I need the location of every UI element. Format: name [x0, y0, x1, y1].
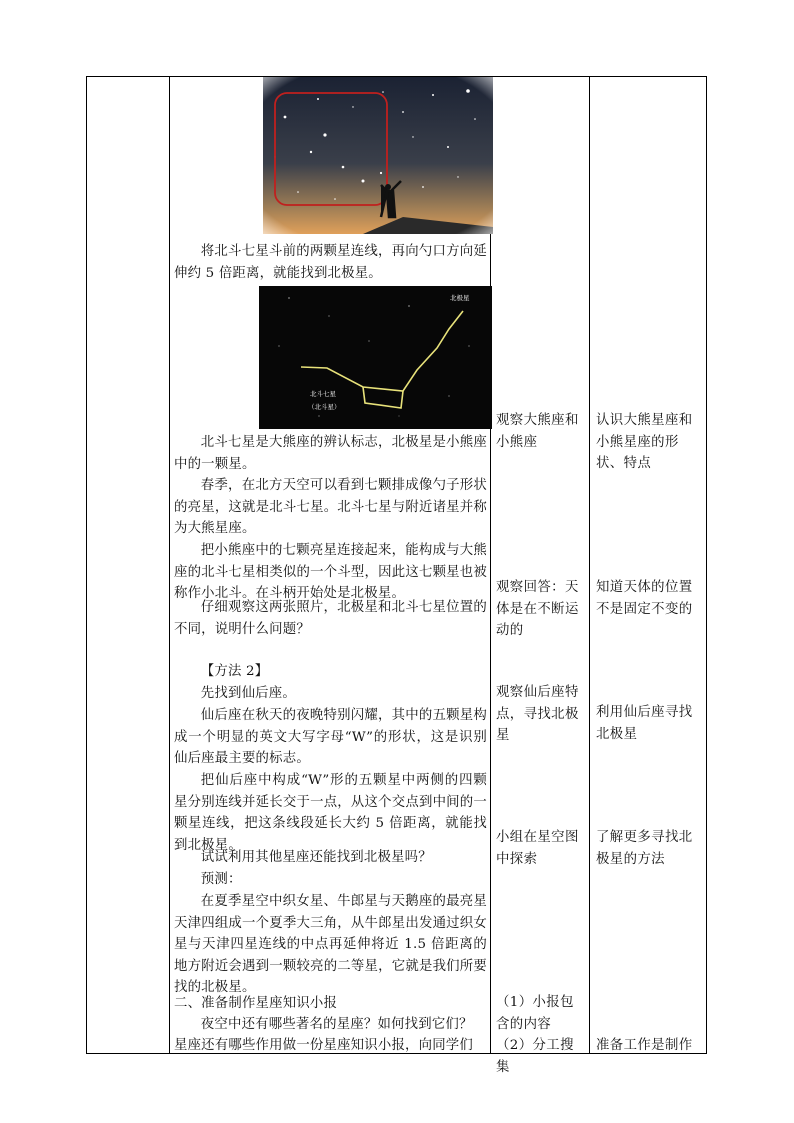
big-dipper-label: 北斗七星 — [310, 390, 336, 398]
lesson-table — [86, 76, 707, 1075]
intent-text: 利用仙后座寻找北极星 — [596, 705, 693, 742]
student-activity-column — [492, 77, 587, 1075]
section-heading: 二、准备制作星座知识小报 — [174, 996, 338, 1011]
activity-text: 小组在星空图中探索 — [496, 830, 579, 867]
paragraph: 夜空中还有哪些著名的星座？如何找到它们？ — [200, 1017, 473, 1032]
intent-text: 了解更多寻找北极星的方法 — [596, 830, 693, 867]
design-intent-column — [592, 77, 706, 1053]
paragraph: 春季，在北方天空可以看到七颗排成像勺子形状的亮星，这就是北斗七星。北斗七星与附近诸星并称为大熊星座。 — [174, 478, 487, 537]
paragraph: 在夏季星空中织女星、牛郎星与天鹅座的最亮星天津四组成一个夏季大三角，从牛郎星出发通过织女星与天津四星连线的中点再延伸将近 1.5 倍距离的地方附近会遇到一颗较亮的二等星，它就是我们所要找的北极星。 — [174, 894, 487, 996]
paragraph: 星座还有哪些作用做一份星座知识小报，向同学们 — [174, 1038, 473, 1053]
paragraph: 试试利用其他星座还能找到北极星吗？ — [200, 850, 432, 865]
column-divider — [589, 77, 590, 1053]
paragraph: 预测： — [200, 872, 242, 887]
method-heading: 【方法 2】 — [200, 664, 269, 679]
activity-text: （1）小报包含的内容 — [496, 995, 574, 1032]
paragraph: 仔细观察这两张照片，北极星和北斗七星位置的不同，说明什么问题？ — [174, 600, 487, 637]
paragraph: 先找到仙后座。 — [200, 686, 296, 701]
paragraph: 仙后座在秋天的夜晚特别闪耀，其中的五颗星构成一个明显的英文大写字母“W”的形状，这是识别仙后座最主要的标志。 — [174, 708, 487, 767]
teaching-content-column — [170, 77, 489, 1053]
intent-text: 知道天体的位置不是固定不变的 — [596, 580, 693, 617]
starry-sky-photo — [263, 77, 493, 234]
intent-text: 认识大熊星座和小熊星座的形状、特点 — [596, 413, 693, 472]
activity-text: 观察仙后座特点，寻找北极星 — [496, 685, 579, 744]
paragraph: 将北斗七星斗前的两颗星连线，再向勺口方向延伸约 5 倍距离，就能找到北极星。 — [174, 244, 487, 281]
paragraph: 把仙后座中构成“W”形的五颗星中两侧的四颗星分别连线并延长交于一点，从这个交点到中间的一颗星连线，把这条线段延长大约 5 倍距离，就能找到北极星。 — [174, 773, 487, 853]
paragraph: 把小熊座中的七颗亮星连接起来，能构成与大熊座的北斗七星相类似的一个斗型，因此这七颗星也被称作小北斗。在斗柄开始处是北极星。 — [174, 543, 487, 602]
activity-text: （2）分工搜集 — [496, 1038, 574, 1075]
paragraph: 北斗七星是大熊座的辨认标志，北极星是小熊座中的一颗星。 — [174, 435, 487, 472]
constellation-diagram — [259, 286, 492, 429]
activity-text: 观察大熊座和小熊座 — [496, 413, 579, 450]
intent-text: 准备工作是制作 — [596, 1038, 693, 1053]
big-dipper-sublabel: （北斗星） — [308, 403, 341, 411]
activity-text: 观察回答：天体是在不断运动的 — [496, 580, 579, 639]
polaris-label: 北极星 — [450, 294, 470, 302]
